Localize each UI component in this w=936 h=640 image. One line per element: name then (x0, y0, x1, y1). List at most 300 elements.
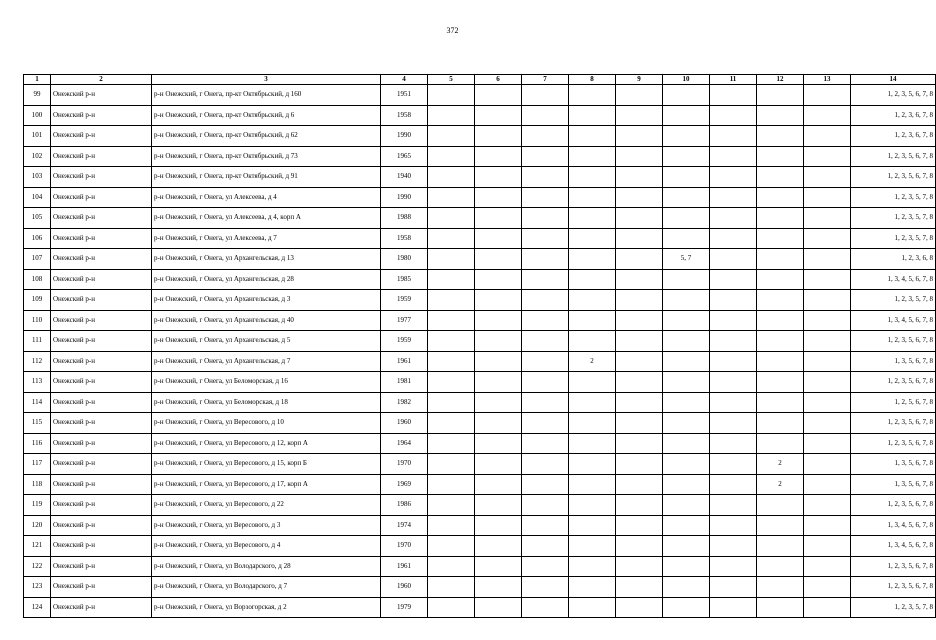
year-cell: 1958 (381, 228, 428, 249)
district-cell: Онежский р-н (51, 536, 152, 557)
housing-register-table (23, 74, 936, 618)
col-14-cell: 1, 2, 3, 6, 7, 8 (851, 126, 936, 147)
col-8-cell (569, 536, 616, 557)
col-10-cell (663, 187, 710, 208)
col-10-cell (663, 228, 710, 249)
col-10-cell (663, 85, 710, 106)
table-row (24, 454, 936, 475)
district-cell: Онежский р-н (51, 146, 152, 167)
col-14-cell: 1, 2, 3, 6, 7, 8 (851, 105, 936, 126)
address-cell: р-н Онежский, г Онега, ул Архангельская, д 3 (152, 290, 381, 311)
table-row (24, 536, 936, 557)
col-12-cell (757, 536, 804, 557)
col-11-cell (710, 228, 757, 249)
col-9-cell (616, 536, 663, 557)
page-number: 372 (446, 26, 459, 35)
table-row (24, 310, 936, 331)
year-cell: 1988 (381, 208, 428, 229)
col-7-cell (522, 310, 569, 331)
row-number-cell: 116 (24, 433, 51, 454)
col-10-cell (663, 556, 710, 577)
col-10-cell (663, 495, 710, 516)
col-11-cell (710, 105, 757, 126)
col-6-cell (475, 290, 522, 311)
col-8-cell (569, 187, 616, 208)
col-14-cell: 1, 3, 4, 5, 6, 7, 8 (851, 269, 936, 290)
district-cell: Онежский р-н (51, 577, 152, 598)
col-11-cell (710, 85, 757, 106)
col-8-cell (569, 208, 616, 229)
col-6-cell (475, 105, 522, 126)
col-8-cell: 2 (569, 351, 616, 372)
col-12-cell (757, 515, 804, 536)
col-7-cell (522, 495, 569, 516)
year-cell: 1986 (381, 495, 428, 516)
col-13-cell (804, 536, 851, 557)
col-7-cell (522, 454, 569, 475)
col-11-cell (710, 536, 757, 557)
col-12-cell (757, 290, 804, 311)
column-header-14: 14 (851, 75, 936, 85)
district-cell: Онежский р-н (51, 187, 152, 208)
col-12-cell (757, 392, 804, 413)
column-header-7: 7 (522, 75, 569, 85)
address-cell: р-н Онежский, г Онега, ул Архангельская, д 28 (152, 269, 381, 290)
col-9-cell (616, 187, 663, 208)
col-9-cell (616, 577, 663, 598)
col-11-cell (710, 474, 757, 495)
district-cell: Онежский р-н (51, 228, 152, 249)
col-13-cell (804, 126, 851, 147)
col-8-cell (569, 105, 616, 126)
row-number-cell: 111 (24, 331, 51, 352)
row-number-cell: 104 (24, 187, 51, 208)
col-9-cell (616, 208, 663, 229)
col-11-cell (710, 392, 757, 413)
col-14-cell: 1, 3, 4, 5, 6, 7, 8 (851, 536, 936, 557)
col-5-cell (428, 126, 475, 147)
col-10-cell (663, 269, 710, 290)
row-number-cell: 107 (24, 249, 51, 270)
address-cell: р-н Онежский, г Онега, ул Вересового, д 12, корп А (152, 433, 381, 454)
year-cell: 1982 (381, 392, 428, 413)
table-row (24, 597, 936, 618)
col-6-cell (475, 167, 522, 188)
col-11-cell (710, 351, 757, 372)
col-12-cell (757, 85, 804, 106)
col-6-cell (475, 454, 522, 475)
col-12-cell (757, 167, 804, 188)
column-header-4: 4 (381, 75, 428, 85)
row-number-cell: 110 (24, 310, 51, 331)
address-cell: р-н Онежский, г Онега, ул Алексеева, д 4 (152, 187, 381, 208)
col-8-cell (569, 372, 616, 393)
col-10-cell (663, 433, 710, 454)
table-row (24, 392, 936, 413)
col-12-cell (757, 249, 804, 270)
col-12-cell (757, 433, 804, 454)
col-5-cell (428, 495, 475, 516)
col-10-cell (663, 290, 710, 311)
col-8-cell (569, 85, 616, 106)
col-12-cell (757, 597, 804, 618)
col-6-cell (475, 577, 522, 598)
district-cell: Онежский р-н (51, 331, 152, 352)
header-row (24, 75, 936, 85)
table-row (24, 208, 936, 229)
col-12-cell (757, 146, 804, 167)
column-header-1: 1 (24, 75, 51, 85)
table-row (24, 126, 936, 147)
col-10-cell (663, 105, 710, 126)
col-13-cell (804, 331, 851, 352)
year-cell: 1985 (381, 269, 428, 290)
address-cell: р-н Онежский, г Онега, ул Вересового, д 22 (152, 495, 381, 516)
col-14-cell: 1, 2, 3, 5, 6, 7, 8 (851, 85, 936, 106)
col-12-cell (757, 556, 804, 577)
col-11-cell (710, 290, 757, 311)
col-8-cell (569, 577, 616, 598)
year-cell: 1959 (381, 331, 428, 352)
col-8-cell (569, 413, 616, 434)
address-cell: р-н Онежский, г Онега, пр-кт Октябрьский, д 6 (152, 105, 381, 126)
year-cell: 1964 (381, 433, 428, 454)
col-6-cell (475, 351, 522, 372)
year-cell: 1974 (381, 515, 428, 536)
col-14-cell: 1, 2, 3, 5, 6, 7, 8 (851, 433, 936, 454)
district-cell: Онежский р-н (51, 269, 152, 290)
year-cell: 1959 (381, 290, 428, 311)
col-9-cell (616, 105, 663, 126)
col-12-cell (757, 331, 804, 352)
col-8-cell (569, 474, 616, 495)
col-13-cell (804, 228, 851, 249)
district-cell: Онежский р-н (51, 126, 152, 147)
col-10-cell (663, 208, 710, 229)
col-8-cell (569, 249, 616, 270)
col-5-cell (428, 556, 475, 577)
row-number-cell: 109 (24, 290, 51, 311)
col-13-cell (804, 85, 851, 106)
col-7-cell (522, 126, 569, 147)
col-13-cell (804, 105, 851, 126)
col-10-cell (663, 146, 710, 167)
district-cell: Онежский р-н (51, 495, 152, 516)
col-7-cell (522, 515, 569, 536)
row-number-cell: 121 (24, 536, 51, 557)
row-number-cell: 106 (24, 228, 51, 249)
address-cell: р-н Онежский, г Онега, ул Алексеева, д 4, корп А (152, 208, 381, 229)
district-cell: Онежский р-н (51, 597, 152, 618)
column-header-3: 3 (152, 75, 381, 85)
col-7-cell (522, 146, 569, 167)
col-12-cell (757, 310, 804, 331)
row-number-cell: 117 (24, 454, 51, 475)
col-11-cell (710, 495, 757, 516)
col-10-cell (663, 351, 710, 372)
col-7-cell (522, 167, 569, 188)
table-row (24, 269, 936, 290)
col-14-cell: 1, 2, 3, 5, 6, 7, 8 (851, 331, 936, 352)
col-10-cell (663, 413, 710, 434)
address-cell: р-н Онежский, г Онега, ул Ворзогорская, д 2 (152, 597, 381, 618)
table-row (24, 146, 936, 167)
col-14-cell: 1, 3, 5, 6, 7, 8 (851, 454, 936, 475)
col-11-cell (710, 331, 757, 352)
col-13-cell (804, 310, 851, 331)
col-7-cell (522, 577, 569, 598)
table-row (24, 433, 936, 454)
col-14-cell: 1, 3, 4, 5, 6, 7, 8 (851, 310, 936, 331)
col-6-cell (475, 413, 522, 434)
col-6-cell (475, 515, 522, 536)
address-cell: р-н Онежский, г Онега, ул Беломорская, д 16 (152, 372, 381, 393)
col-11-cell (710, 372, 757, 393)
col-7-cell (522, 269, 569, 290)
district-cell: Онежский р-н (51, 105, 152, 126)
district-cell: Онежский р-н (51, 208, 152, 229)
col-5-cell (428, 515, 475, 536)
column-header-13: 13 (804, 75, 851, 85)
col-10-cell (663, 515, 710, 536)
col-5-cell (428, 187, 475, 208)
col-14-cell: 1, 2, 3, 5, 6, 7, 8 (851, 372, 936, 393)
col-13-cell (804, 433, 851, 454)
address-cell: р-н Онежский, г Онега, ул Вересового, д 3 (152, 515, 381, 536)
district-cell: Онежский р-н (51, 454, 152, 475)
column-header-5: 5 (428, 75, 475, 85)
col-10-cell (663, 392, 710, 413)
col-12-cell (757, 126, 804, 147)
col-8-cell (569, 454, 616, 475)
col-5-cell (428, 597, 475, 618)
col-12-cell (757, 187, 804, 208)
col-6-cell (475, 495, 522, 516)
col-9-cell (616, 454, 663, 475)
col-13-cell (804, 351, 851, 372)
col-13-cell (804, 269, 851, 290)
col-9-cell (616, 85, 663, 106)
col-6-cell (475, 392, 522, 413)
row-number-cell: 105 (24, 208, 51, 229)
col-7-cell (522, 413, 569, 434)
year-cell: 1990 (381, 187, 428, 208)
district-cell: Онежский р-н (51, 372, 152, 393)
col-13-cell (804, 146, 851, 167)
col-10-cell (663, 474, 710, 495)
row-number-cell: 102 (24, 146, 51, 167)
table-row (24, 413, 936, 434)
year-cell: 1961 (381, 556, 428, 577)
district-cell: Онежский р-н (51, 85, 152, 106)
col-12-cell (757, 495, 804, 516)
col-10-cell (663, 536, 710, 557)
col-8-cell (569, 556, 616, 577)
col-13-cell (804, 208, 851, 229)
col-5-cell (428, 167, 475, 188)
col-13-cell (804, 597, 851, 618)
col-10-cell (663, 331, 710, 352)
col-14-cell: 1, 2, 3, 5, 7, 8 (851, 228, 936, 249)
col-9-cell (616, 290, 663, 311)
year-cell: 1981 (381, 372, 428, 393)
col-12-cell (757, 372, 804, 393)
year-cell: 1969 (381, 474, 428, 495)
address-cell: р-н Онежский, г Онега, пр-кт Октябрьский, д 91 (152, 167, 381, 188)
district-cell: Онежский р-н (51, 310, 152, 331)
col-6-cell (475, 85, 522, 106)
row-number-cell: 123 (24, 577, 51, 598)
col-13-cell (804, 290, 851, 311)
col-13-cell (804, 556, 851, 577)
col-9-cell (616, 310, 663, 331)
row-number-cell: 103 (24, 167, 51, 188)
table-row (24, 577, 936, 598)
col-11-cell (710, 556, 757, 577)
col-8-cell (569, 167, 616, 188)
col-10-cell (663, 310, 710, 331)
col-11-cell (710, 269, 757, 290)
column-header-2: 2 (51, 75, 152, 85)
address-cell: р-н Онежский, г Онега, ул Архангельская, д 5 (152, 331, 381, 352)
col-7-cell (522, 556, 569, 577)
col-13-cell (804, 515, 851, 536)
col-6-cell (475, 536, 522, 557)
col-11-cell (710, 413, 757, 434)
row-number-cell: 118 (24, 474, 51, 495)
col-14-cell: 1, 2, 3, 5, 7, 8 (851, 208, 936, 229)
year-cell: 1960 (381, 577, 428, 598)
year-cell: 1965 (381, 146, 428, 167)
year-cell: 1970 (381, 454, 428, 475)
col-9-cell (616, 413, 663, 434)
column-header-12: 12 (757, 75, 804, 85)
col-5-cell (428, 536, 475, 557)
district-cell: Онежский р-н (51, 515, 152, 536)
col-7-cell (522, 187, 569, 208)
address-cell: р-н Онежский, г Онега, пр-кт Октябрьский, д 62 (152, 126, 381, 147)
table-body (24, 85, 936, 618)
year-cell: 1960 (381, 413, 428, 434)
col-9-cell (616, 269, 663, 290)
address-cell: р-н Онежский, г Онега, пр-кт Октябрьский, д 73 (152, 146, 381, 167)
year-cell: 1979 (381, 597, 428, 618)
col-11-cell (710, 597, 757, 618)
col-8-cell (569, 126, 616, 147)
col-11-cell (710, 310, 757, 331)
col-8-cell (569, 269, 616, 290)
col-9-cell (616, 249, 663, 270)
col-10-cell (663, 577, 710, 598)
col-8-cell (569, 146, 616, 167)
col-5-cell (428, 249, 475, 270)
col-6-cell (475, 372, 522, 393)
col-9-cell (616, 146, 663, 167)
col-12-cell (757, 413, 804, 434)
address-cell: р-н Онежский, г Онега, ул Архангельская, д 40 (152, 310, 381, 331)
col-5-cell (428, 392, 475, 413)
col-14-cell: 1, 2, 5, 6, 7, 8 (851, 392, 936, 413)
col-14-cell: 1, 2, 3, 5, 6, 7, 8 (851, 495, 936, 516)
col-8-cell (569, 392, 616, 413)
address-cell: р-н Онежский, г Онега, ул Вересового, д 4 (152, 536, 381, 557)
year-cell: 1940 (381, 167, 428, 188)
row-number-cell: 122 (24, 556, 51, 577)
col-6-cell (475, 187, 522, 208)
row-number-cell: 114 (24, 392, 51, 413)
col-14-cell: 1, 2, 3, 5, 7, 8 (851, 597, 936, 618)
year-cell: 1980 (381, 249, 428, 270)
col-7-cell (522, 392, 569, 413)
col-14-cell: 1, 2, 3, 5, 6, 7, 8 (851, 577, 936, 598)
col-9-cell (616, 597, 663, 618)
col-14-cell: 1, 3, 4, 5, 6, 7, 8 (851, 515, 936, 536)
address-cell: р-н Онежский, г Онега, ул Вересового, д 10 (152, 413, 381, 434)
col-7-cell (522, 597, 569, 618)
col-12-cell (757, 105, 804, 126)
col-11-cell (710, 208, 757, 229)
district-cell: Онежский р-н (51, 249, 152, 270)
table-header (24, 75, 936, 85)
col-9-cell (616, 126, 663, 147)
col-5-cell (428, 290, 475, 311)
col-7-cell (522, 208, 569, 229)
address-cell: р-н Онежский, г Онега, ул Володарского, д 28 (152, 556, 381, 577)
col-12-cell (757, 208, 804, 229)
col-10-cell (663, 126, 710, 147)
col-5-cell (428, 105, 475, 126)
col-5-cell (428, 208, 475, 229)
col-5-cell (428, 372, 475, 393)
column-header-8: 8 (569, 75, 616, 85)
year-cell: 1977 (381, 310, 428, 331)
col-11-cell (710, 433, 757, 454)
col-7-cell (522, 433, 569, 454)
col-13-cell (804, 167, 851, 188)
col-11-cell (710, 167, 757, 188)
year-cell: 1958 (381, 105, 428, 126)
address-cell: р-н Онежский, г Онега, ул Архангельская, д 13 (152, 249, 381, 270)
col-5-cell (428, 310, 475, 331)
address-cell: р-н Онежский, г Онега, ул Володарского, д 7 (152, 577, 381, 598)
district-cell: Онежский р-н (51, 474, 152, 495)
column-header-10: 10 (663, 75, 710, 85)
col-7-cell (522, 290, 569, 311)
col-5-cell (428, 146, 475, 167)
col-8-cell (569, 228, 616, 249)
col-5-cell (428, 577, 475, 598)
col-13-cell (804, 372, 851, 393)
table-row (24, 105, 936, 126)
col-14-cell: 1, 2, 3, 5, 6, 7, 8 (851, 556, 936, 577)
table-row (24, 228, 936, 249)
col-11-cell (710, 126, 757, 147)
column-header-6: 6 (475, 75, 522, 85)
district-cell: Онежский р-н (51, 351, 152, 372)
col-6-cell (475, 556, 522, 577)
col-5-cell (428, 351, 475, 372)
table-row (24, 249, 936, 270)
col-9-cell (616, 392, 663, 413)
col-5-cell (428, 474, 475, 495)
year-cell: 1951 (381, 85, 428, 106)
col-13-cell (804, 454, 851, 475)
col-13-cell (804, 495, 851, 516)
table-row (24, 556, 936, 577)
row-number-cell: 124 (24, 597, 51, 618)
col-8-cell (569, 331, 616, 352)
col-6-cell (475, 331, 522, 352)
